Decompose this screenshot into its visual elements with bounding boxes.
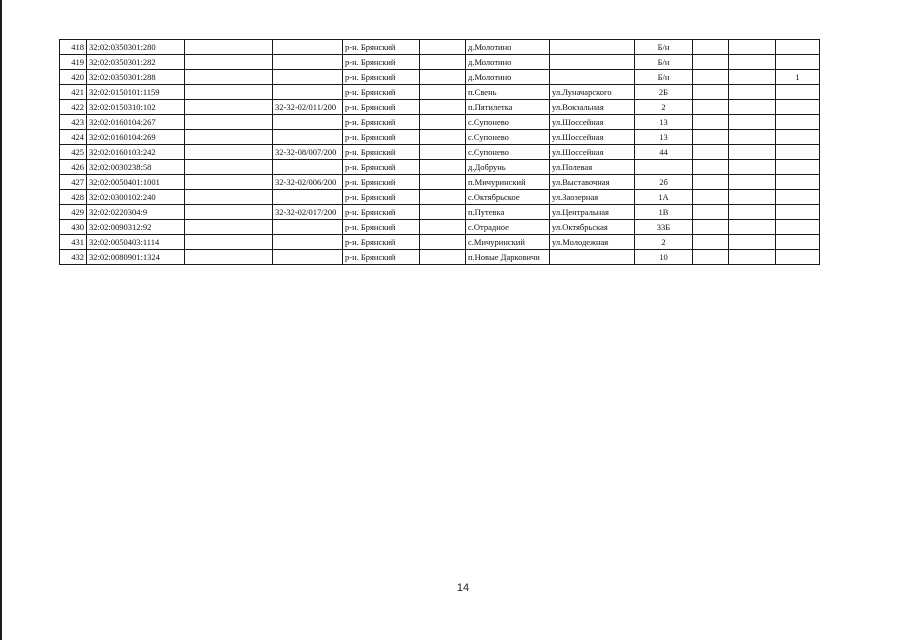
registration-number-cell	[273, 220, 343, 235]
extra-cell	[693, 70, 729, 85]
extra-cell	[776, 130, 820, 145]
cadastral-number-cell: 32:02:0350301:280	[87, 40, 185, 55]
locality-cell: с.Супонево	[466, 115, 550, 130]
locality-cell: с.Мичуринский	[466, 235, 550, 250]
house-number-cell: 1В	[635, 205, 693, 220]
locality-cell: п.Мичуринский	[466, 175, 550, 190]
table-row	[60, 85, 820, 100]
extra-cell	[693, 235, 729, 250]
empty-cell	[420, 190, 466, 205]
extra-cell	[776, 115, 820, 130]
extra-cell	[729, 205, 776, 220]
house-number-cell: 44	[635, 145, 693, 160]
extra-cell	[693, 100, 729, 115]
extra-cell	[729, 115, 776, 130]
locality-cell: с.Отрадное	[466, 220, 550, 235]
empty-cell	[420, 70, 466, 85]
empty-cell	[420, 160, 466, 175]
locality-cell: с.Супонево	[466, 130, 550, 145]
house-number-cell: 2	[635, 235, 693, 250]
empty-cell	[185, 235, 273, 250]
district-cell: р-н. Брянский	[343, 85, 420, 100]
empty-cell	[185, 55, 273, 70]
extra-cell	[693, 250, 729, 265]
registration-number-cell	[273, 40, 343, 55]
district-cell: р-н. Брянский	[343, 160, 420, 175]
street-cell	[550, 55, 635, 70]
table-row	[60, 40, 820, 55]
extra-cell	[776, 55, 820, 70]
registration-number-cell	[273, 115, 343, 130]
street-cell	[550, 250, 635, 265]
street-cell: ул.Выставочная	[550, 175, 635, 190]
row-number-cell: 430	[60, 220, 87, 235]
row-number-cell: 423	[60, 115, 87, 130]
empty-cell	[420, 130, 466, 145]
registration-number-cell	[273, 130, 343, 145]
extra-cell	[776, 190, 820, 205]
extra-cell	[693, 145, 729, 160]
street-cell: ул.Вокзальная	[550, 100, 635, 115]
cadastral-number-cell: 32:02:0160104:267	[87, 115, 185, 130]
extra-cell	[729, 130, 776, 145]
district-cell: р-н. Брянский	[343, 115, 420, 130]
extra-cell	[693, 190, 729, 205]
extra-cell	[776, 235, 820, 250]
row-number-cell: 432	[60, 250, 87, 265]
district-cell: р-н. Брянский	[343, 250, 420, 265]
cadastral-number-cell: 32:02:0350301:282	[87, 55, 185, 70]
registration-number-cell: 32-32-08/007/200	[273, 145, 343, 160]
cadastral-number-cell: 32:02:0150101:1159	[87, 85, 185, 100]
empty-cell	[185, 100, 273, 115]
house-number-cell: Б/н	[635, 55, 693, 70]
table-row	[60, 70, 820, 85]
extra-cell	[693, 220, 729, 235]
house-number-cell: 2б	[635, 175, 693, 190]
cadastral-number-cell: 32:02:0160103:242	[87, 145, 185, 160]
extra-cell	[776, 160, 820, 175]
extra-cell	[776, 250, 820, 265]
street-cell	[550, 70, 635, 85]
empty-cell	[420, 250, 466, 265]
row-number-cell: 431	[60, 235, 87, 250]
empty-cell	[420, 40, 466, 55]
district-cell: р-н. Брянский	[343, 190, 420, 205]
street-cell: ул.Молодежная	[550, 235, 635, 250]
table-row	[60, 190, 820, 205]
cadastral-number-cell: 32:02:0160104:269	[87, 130, 185, 145]
table-row	[60, 250, 820, 265]
locality-cell: п.Свень	[466, 85, 550, 100]
house-number-cell: 2	[635, 100, 693, 115]
row-number-cell: 422	[60, 100, 87, 115]
empty-cell	[420, 55, 466, 70]
house-number-cell: 13	[635, 130, 693, 145]
table-row	[60, 100, 820, 115]
district-cell: р-н. Брянский	[343, 205, 420, 220]
street-cell: ул.Шоссейная	[550, 130, 635, 145]
empty-cell	[185, 220, 273, 235]
row-number-cell: 424	[60, 130, 87, 145]
extra-cell	[776, 85, 820, 100]
extra-cell	[776, 40, 820, 55]
district-cell: р-н. Брянский	[343, 175, 420, 190]
extra-cell	[729, 235, 776, 250]
table-row	[60, 130, 820, 145]
locality-cell: п.Пятилетка	[466, 100, 550, 115]
locality-cell: д.Молотино	[466, 55, 550, 70]
row-number-cell: 425	[60, 145, 87, 160]
street-cell	[550, 40, 635, 55]
extra-cell	[729, 250, 776, 265]
cadastral-number-cell: 32:02:0030238:58	[87, 160, 185, 175]
extra-cell	[776, 205, 820, 220]
empty-cell	[420, 100, 466, 115]
empty-cell	[185, 145, 273, 160]
empty-cell	[185, 205, 273, 220]
registration-number-cell	[273, 70, 343, 85]
extra-cell	[693, 205, 729, 220]
table-row	[60, 220, 820, 235]
extra-cell	[693, 55, 729, 70]
registration-number-cell	[273, 55, 343, 70]
house-number-cell: 10	[635, 250, 693, 265]
cadastral-number-cell: 32:02:0080901:1324	[87, 250, 185, 265]
row-number-cell: 418	[60, 40, 87, 55]
empty-cell	[420, 85, 466, 100]
cadastral-number-cell: 32:02:0150310:102	[87, 100, 185, 115]
empty-cell	[185, 115, 273, 130]
empty-cell	[185, 40, 273, 55]
locality-cell: д.Молотино	[466, 40, 550, 55]
row-number-cell: 427	[60, 175, 87, 190]
extra-cell	[729, 100, 776, 115]
house-number-cell: 1А	[635, 190, 693, 205]
empty-cell	[185, 70, 273, 85]
extra-cell	[776, 175, 820, 190]
cadastral-number-cell: 32:02:0350301:288	[87, 70, 185, 85]
registration-number-cell	[273, 85, 343, 100]
house-number-cell: Б/н	[635, 70, 693, 85]
extra-cell	[693, 115, 729, 130]
extra-cell	[776, 220, 820, 235]
locality-cell: п.Новые Дарковичи	[466, 250, 550, 265]
extra-cell	[693, 40, 729, 55]
street-cell: ул.Октябрьская	[550, 220, 635, 235]
page-number: 14	[456, 582, 470, 594]
extra-cell	[729, 175, 776, 190]
street-cell: ул.Луначарского	[550, 85, 635, 100]
table-row	[60, 235, 820, 250]
registration-number-cell: 32-32-02/017/200	[273, 205, 343, 220]
extra-cell	[729, 85, 776, 100]
house-number-cell: 13	[635, 115, 693, 130]
district-cell: р-н. Брянский	[343, 40, 420, 55]
table-row	[60, 55, 820, 70]
extra-cell	[729, 160, 776, 175]
empty-cell	[420, 175, 466, 190]
empty-cell	[185, 175, 273, 190]
house-number-cell	[635, 160, 693, 175]
locality-cell: п.Путевка	[466, 205, 550, 220]
cadastral-number-cell: 32:02:0050401:1001	[87, 175, 185, 190]
empty-cell	[420, 205, 466, 220]
row-number-cell: 426	[60, 160, 87, 175]
cadastral-number-cell: 32:02:0300102:240	[87, 190, 185, 205]
property-registry-table	[59, 39, 820, 265]
empty-cell	[420, 145, 466, 160]
extra-cell	[776, 145, 820, 160]
locality-cell: с.Октябрьское	[466, 190, 550, 205]
street-cell: ул.Центральная	[550, 205, 635, 220]
district-cell: р-н. Брянский	[343, 55, 420, 70]
district-cell: р-н. Брянский	[343, 70, 420, 85]
row-number-cell: 419	[60, 55, 87, 70]
table-body	[60, 40, 820, 265]
house-number-cell: Б/н	[635, 40, 693, 55]
cadastral-number-cell: 32:02:0090312:92	[87, 220, 185, 235]
extra-cell	[729, 55, 776, 70]
empty-cell	[185, 160, 273, 175]
empty-cell	[185, 85, 273, 100]
row-number-cell: 421	[60, 85, 87, 100]
locality-cell: д.Молотино	[466, 70, 550, 85]
extra-cell	[693, 175, 729, 190]
extra-cell	[729, 220, 776, 235]
extra-cell	[693, 85, 729, 100]
table-row	[60, 115, 820, 130]
district-cell: р-н. Брянский	[343, 220, 420, 235]
district-cell: р-н. Брянский	[343, 130, 420, 145]
registration-number-cell: 32-32-02/006/200	[273, 175, 343, 190]
registration-number-cell	[273, 190, 343, 205]
row-number-cell: 429	[60, 205, 87, 220]
locality-cell: д.Добрунь	[466, 160, 550, 175]
cadastral-number-cell: 32:02:0220304:9	[87, 205, 185, 220]
empty-cell	[185, 250, 273, 265]
extra-cell: 1	[776, 70, 820, 85]
extra-cell	[729, 40, 776, 55]
table-row	[60, 160, 820, 175]
row-number-cell: 428	[60, 190, 87, 205]
empty-cell	[185, 190, 273, 205]
locality-cell: с.Супонево	[466, 145, 550, 160]
extra-cell	[776, 100, 820, 115]
empty-cell	[420, 220, 466, 235]
empty-cell	[185, 130, 273, 145]
district-cell: р-н. Брянский	[343, 235, 420, 250]
extra-cell	[693, 130, 729, 145]
registration-number-cell	[273, 235, 343, 250]
district-cell: р-н. Брянский	[343, 100, 420, 115]
registration-number-cell	[273, 160, 343, 175]
street-cell: ул.Заозерная	[550, 190, 635, 205]
empty-cell	[420, 235, 466, 250]
extra-cell	[729, 190, 776, 205]
registration-number-cell: 32-32-02/011/200	[273, 100, 343, 115]
street-cell: ул.Шоссейная	[550, 145, 635, 160]
cadastral-number-cell: 32:02:0050403:1114	[87, 235, 185, 250]
house-number-cell: 33Б	[635, 220, 693, 235]
empty-cell	[420, 115, 466, 130]
extra-cell	[693, 160, 729, 175]
extra-cell	[729, 145, 776, 160]
table-row	[60, 205, 820, 220]
scan-edge-line	[0, 0, 2, 640]
registration-number-cell	[273, 250, 343, 265]
street-cell: ул.Шоссейная	[550, 115, 635, 130]
district-cell: р-н. Брянский	[343, 145, 420, 160]
table-row	[60, 175, 820, 190]
house-number-cell: 2Б	[635, 85, 693, 100]
row-number-cell: 420	[60, 70, 87, 85]
extra-cell	[729, 70, 776, 85]
street-cell: ул.Полевая	[550, 160, 635, 175]
table-row	[60, 145, 820, 160]
